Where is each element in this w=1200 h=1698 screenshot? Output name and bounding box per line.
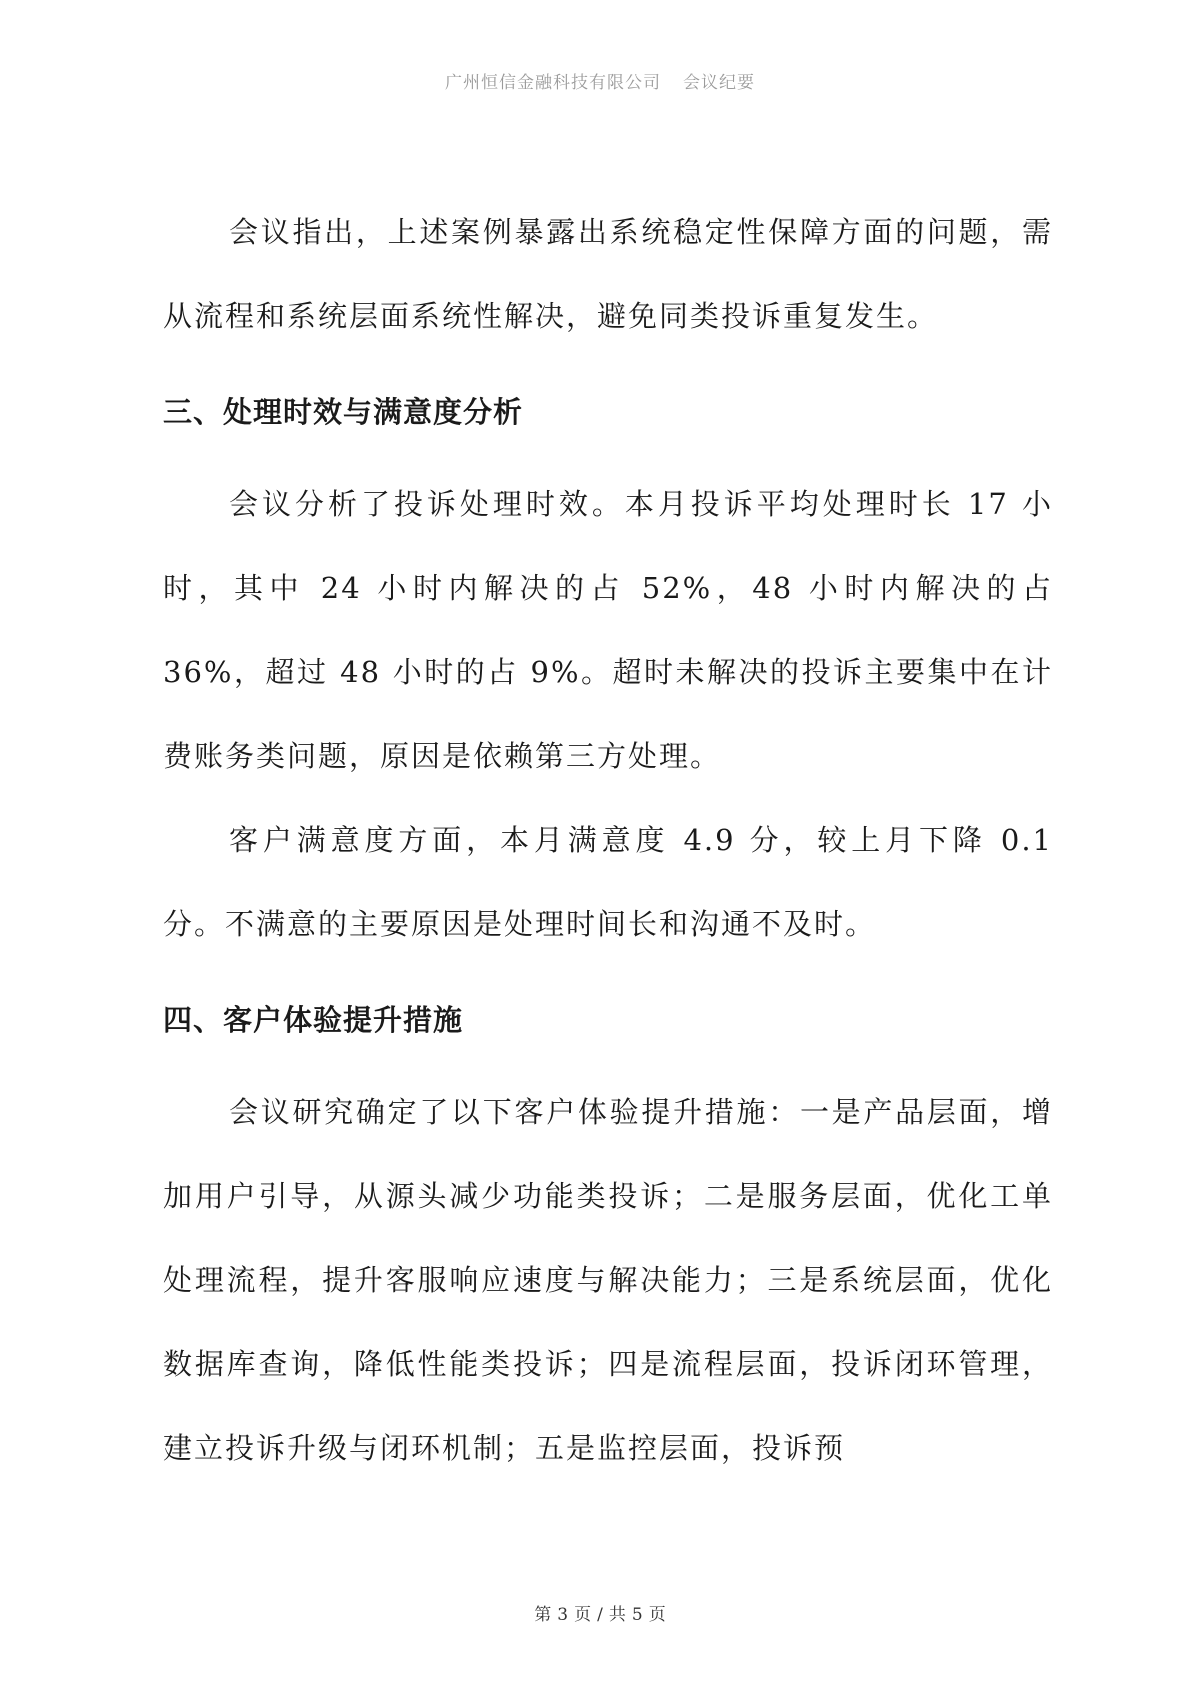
document-type: 会议纪要 <box>683 73 755 93</box>
paragraph-conclusion: 会议指出，上述案例暴露出系统稳定性保障方面的问题，需从流程和系统层面系统性解决，避免同类投诉重复发生。 <box>163 215 1053 333</box>
paragraph-timeliness: 会议分析了投诉处理时效。本月投诉平均处理时长 17 小时，其中 24 小时内解决的占 52%，48 小时内解决的占 36%，超过 48 小时的占 9%。超时未解决的投诉主要集中在计费账务类问题，原因是依赖第三方处理。 <box>163 487 1053 773</box>
page-label-prefix: 第 <box>534 1605 552 1625</box>
section-4-heading: 四、客户体验提升措施 <box>163 1003 464 1037</box>
paragraph-measures: 会议研究确定了以下客户体验提升措施：一是产品层面，增加用户引导，从源头减少功能类投诉；二是服务层面，优化工单处理流程，提升客服响应速度与解决能力；三是系统层面，优化数据库查询，降低性能类投诉；四是流程层面，投诉闭环管理，建立投诉升级与闭环机制；五是监控层面，投诉预 <box>163 1095 1053 1465</box>
current-page-number: 3 <box>557 1605 569 1625</box>
total-pages-number: 5 <box>631 1605 643 1625</box>
total-label-prefix: 共 <box>608 1605 626 1625</box>
page-label-unit: 页 <box>574 1605 592 1625</box>
company-name: 广州恒信金融科技有限公司 <box>445 73 661 93</box>
total-label-unit: 页 <box>648 1605 666 1625</box>
page-header <box>0 68 1200 93</box>
page-separator: / <box>597 1605 603 1625</box>
page-footer <box>0 1600 1200 1625</box>
paragraph-satisfaction: 客户满意度方面，本月满意度 4.9 分，较上月下降 0.1 分。不满意的主要原因是处理时间长和沟通不及时。 <box>163 823 1053 941</box>
document-body <box>163 190 1053 1490</box>
section-3-heading: 三、处理时效与满意度分析 <box>163 395 524 429</box>
